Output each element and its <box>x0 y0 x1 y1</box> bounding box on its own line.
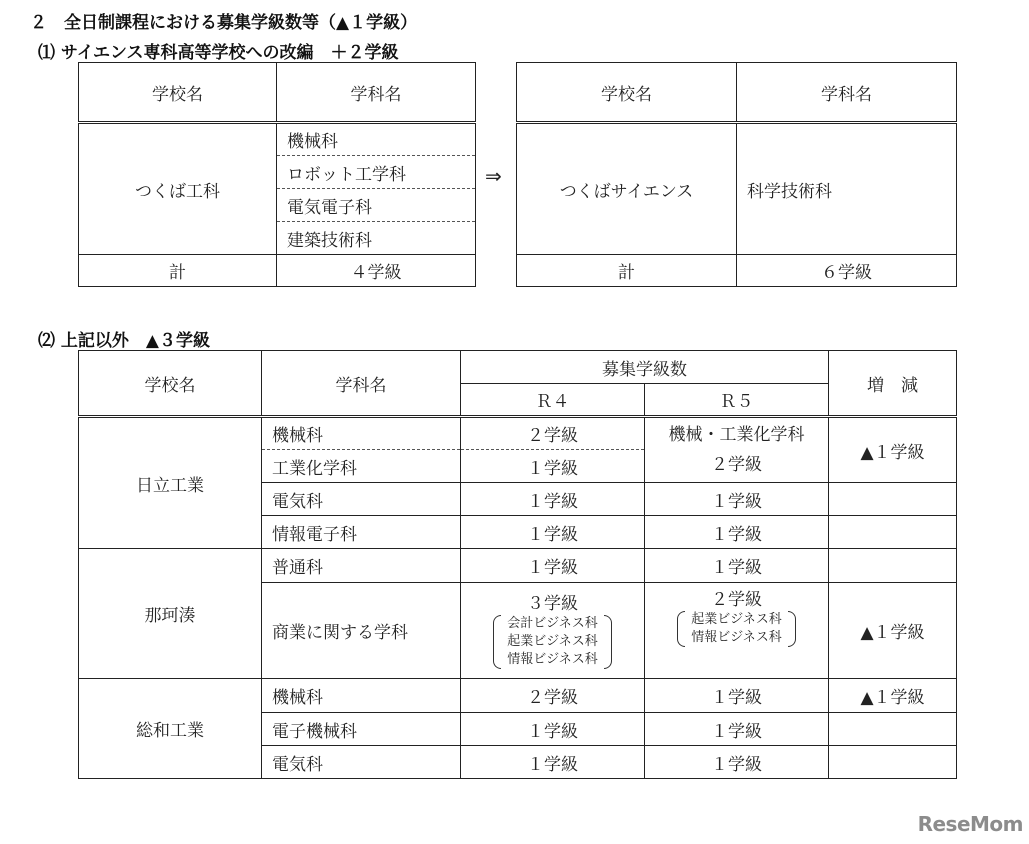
r4-value: １学級 <box>461 450 645 483</box>
change-value <box>829 713 957 746</box>
school-name: 日立工業 <box>79 417 262 549</box>
dept-name: 電気電子科 <box>277 189 476 222</box>
r4-value: ３学級 <box>527 593 578 614</box>
section1-title: ⑴ サイエンス専科高等学校への改編 ＋２学級 <box>38 43 399 63</box>
dept-name: 電気科 <box>262 746 461 779</box>
dept-name: 機械科 <box>262 679 461 713</box>
r5-course-bracket <box>677 611 796 647</box>
resemom-logo: ReseMom <box>917 812 1023 836</box>
school-name: 那珂湊 <box>79 549 262 679</box>
r4-value: １学級 <box>461 746 645 779</box>
r5-value: １学級 <box>645 746 829 779</box>
course-name: 情報ビジネス科 <box>507 651 598 667</box>
after-table <box>516 62 957 287</box>
col-dept-header: 学科名 <box>262 351 461 417</box>
total-label: 計 <box>79 255 277 287</box>
r5-value: ２学級 <box>711 590 762 610</box>
r5-value: １学級 <box>645 713 829 746</box>
dept-name: 機械科 <box>262 417 461 450</box>
r4-cell <box>461 583 645 679</box>
change-value: ▲１学級 <box>829 679 957 713</box>
school-name: つくば工科 <box>79 123 277 255</box>
r5-merged <box>645 417 829 483</box>
change-value: ▲１学級 <box>829 417 957 483</box>
col-school-header: 学校名 <box>79 63 277 123</box>
col-school-header: 学校名 <box>79 351 262 417</box>
col-change-header: 増 減 <box>829 351 957 417</box>
dept-name: ロボット工学科 <box>277 156 476 189</box>
dept-name: 工業化学科 <box>262 450 461 483</box>
change-value <box>829 483 957 516</box>
section2-title: ⑵ 上記以外 ▲３学級 <box>38 331 210 351</box>
col-dept-header: 学科名 <box>277 63 476 123</box>
before-table <box>78 62 476 287</box>
dept-name: 機械科 <box>277 123 476 156</box>
dept-name: 電子機械科 <box>262 713 461 746</box>
r4-value: １学級 <box>461 483 645 516</box>
col-classes-header: 募集学級数 <box>461 351 829 384</box>
total-value: ４学級 <box>277 255 476 287</box>
r4-value: ２学級 <box>461 679 645 713</box>
r4-course-bracket <box>493 615 612 669</box>
r5-value: １学級 <box>645 483 829 516</box>
arrow-icon: ⇒ <box>485 164 502 188</box>
total-value: ６学級 <box>737 255 957 287</box>
r5-value: １学級 <box>645 679 829 713</box>
r5-merged-name: 機械・工業化学科 <box>668 425 805 445</box>
dept-name: 建築技術科 <box>277 222 476 255</box>
col-r5-header: Ｒ５ <box>645 384 829 417</box>
school-name: 総和工業 <box>79 679 262 779</box>
r4-value: １学級 <box>461 516 645 549</box>
dept-name: 商業に関する学科 <box>262 583 461 679</box>
change-value <box>829 516 957 549</box>
course-name: 起業ビジネス科 <box>691 612 782 627</box>
col-dept-header: 学科名 <box>737 63 957 123</box>
classes-table <box>78 350 957 779</box>
change-value <box>829 746 957 779</box>
main-heading: ２ 全日制課程における募集学級数等（▲１学級） <box>30 13 418 33</box>
r5-cell <box>645 583 829 679</box>
r4-value: ２学級 <box>461 417 645 450</box>
total-label: 計 <box>517 255 737 287</box>
course-name: 起業ビジネス科 <box>507 633 598 649</box>
col-school-header: 学校名 <box>517 63 737 123</box>
dept-name: 普通科 <box>262 549 461 583</box>
r5-value: ２学級 <box>711 455 762 475</box>
school-name: つくばサイエンス <box>517 123 737 255</box>
course-name: 会計ビジネス科 <box>507 615 598 631</box>
col-r4-header: Ｒ４ <box>461 384 645 417</box>
dept-name: 電気科 <box>262 483 461 516</box>
course-name: 情報ビジネス科 <box>691 630 782 645</box>
change-value <box>829 549 957 583</box>
dept-name: 情報電子科 <box>262 516 461 549</box>
r4-value: １学級 <box>461 713 645 746</box>
r4-value: １学級 <box>461 549 645 583</box>
change-value: ▲１学級 <box>829 583 957 679</box>
dept-name: 科学技術科 <box>737 123 957 255</box>
r5-value: １学級 <box>645 549 829 583</box>
r5-value: １学級 <box>645 516 829 549</box>
